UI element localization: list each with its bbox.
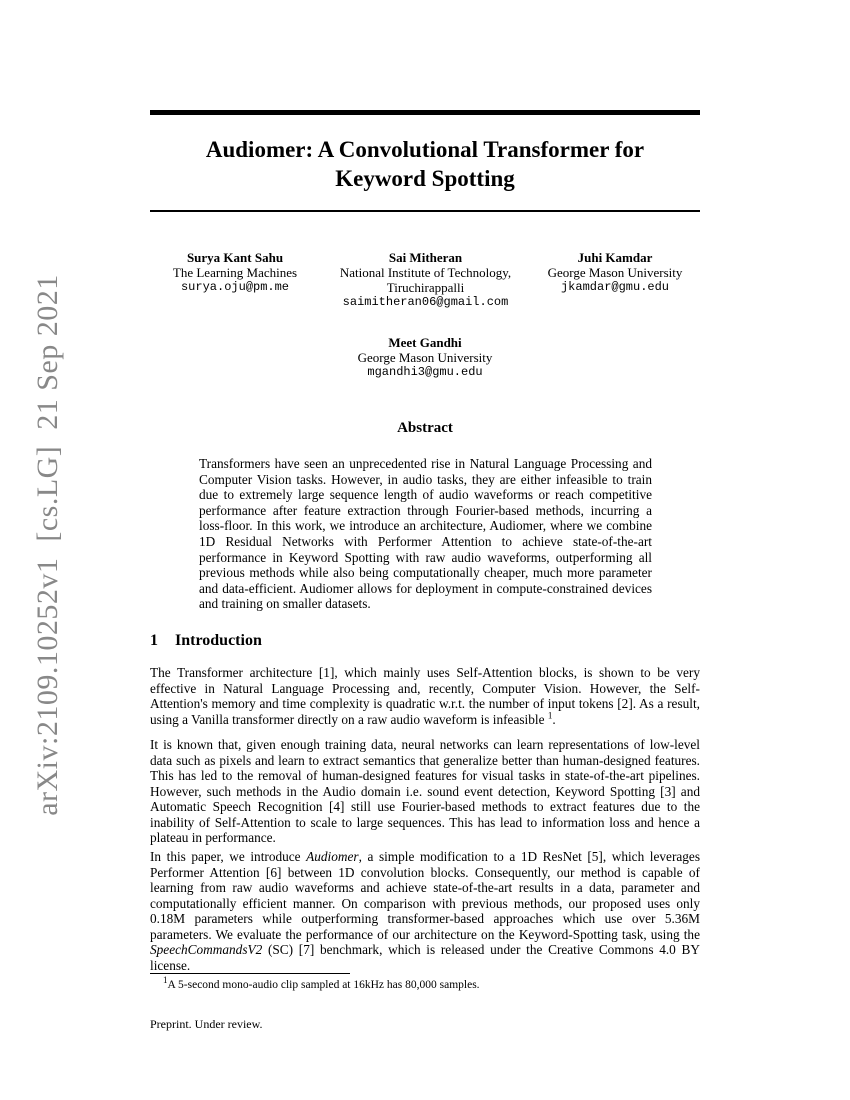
author-name: Sai Mitheran xyxy=(388,250,463,265)
abstract-text: Transformers have seen an unprecedented rise in Natural Language Processing and Computer Vision tasks. However, in audio tasks, they are either infeasible to train due to extremely large sequence length of audio waveforms or reach competitive performance after feature extraction through Fourier-based methods, incurring a loss-floor. In this work, we introduce an architecture, Audiomer, where we combine 1D Residual Networks with Performer Attention to achieve state-of-the-art performance in Keyword Spotting with raw audio waveforms, outperforming all previous methods while also being computationally cheaper, much more parameter and data-efficient. Audiomer allows for deployment in compute-constrained devices and training on smaller datasets. xyxy=(199,456,652,612)
page-footer: Preprint. Under review. xyxy=(150,1017,263,1031)
section-heading xyxy=(150,632,262,650)
footnote-number: 1 xyxy=(163,975,168,986)
author-email[interactable]: jkamdar@gmu.edu xyxy=(560,280,670,294)
author-name: Meet Gandhi xyxy=(388,335,462,350)
author-email[interactable]: mgandhi3@gmu.edu xyxy=(367,365,483,379)
author-email[interactable]: saimitheran06@gmail.com xyxy=(342,295,509,309)
title-line-1: Audiomer: A Convolutional Transformer for xyxy=(205,137,645,162)
author-affiliation: The Learning Machines xyxy=(172,265,298,280)
author-block xyxy=(318,250,533,310)
paragraph-text: (SC) [7] benchmark, which is released under the Creative Commons 4.0 BY license. xyxy=(150,942,700,973)
author-block xyxy=(160,250,310,295)
author-affiliation: National Institute of Technology, xyxy=(339,265,512,280)
author-block xyxy=(535,250,695,295)
author-affiliation-line2: Tiruchirappalli xyxy=(386,280,465,295)
arxiv-category: [cs.LG] xyxy=(31,445,64,542)
title-line-2: Keyword Spotting xyxy=(335,166,515,191)
author-block xyxy=(330,335,520,380)
arxiv-date: 21 Sep 2021 xyxy=(31,274,64,430)
paragraph-end: . xyxy=(552,711,556,727)
section-title: Introduction xyxy=(175,632,262,649)
abstract-heading: Abstract xyxy=(397,420,453,436)
title-bottom-rule xyxy=(150,210,700,212)
footnote xyxy=(163,975,480,992)
paragraph-text: The Transformer architecture [1], which mainly uses Self-Attention blocks, is shown to be very effective in Natural Language Processing and, recently, Computer Vision. However, the Self-Attention's memory and time complexity is quadratic w.r.t. the number of input tokens [2]. As a result, using a Vanilla transformer directly on a raw audio waveform is infeasible xyxy=(150,665,700,727)
author-email[interactable]: surya.oju@pm.me xyxy=(180,280,290,294)
paragraph-text: In this paper, we introduce xyxy=(150,849,307,864)
author-name: Surya Kant Sahu xyxy=(186,250,284,265)
intro-paragraph-2: It is known that, given enough training data, neural networks can learn representations of low-level data such as pixels and learn to extract semantics that generalize better than human-designed features. This has led to the removal of human-designed features for visual tasks in state-of-the-art pipelines. However, such methods in the Audio domain i.e. sound event detection, Keyword Spotting [3] and Automatic Speech Recognition [4] still use Fourier-based methods to extract features due to the inability of Self-Attention to scale to large sequences. This has lead to information loss and hence a plateau in performance. xyxy=(150,737,700,845)
author-affiliation: George Mason University xyxy=(357,350,493,365)
emphasis-audiomer: Audiomer xyxy=(306,849,359,864)
title-top-rule xyxy=(150,110,700,115)
emphasis-dataset: SpeechCommandsV2 xyxy=(150,942,263,957)
paragraph-text: , a simple modification to a 1D ResNet [5], which leverages Performer Attention [6] between 1D convolution blocks. Consequently, our method is capable of learning from raw audio waveforms and achieve state-of-the-art results in a data, parameter and computationally efficient manner. On comparison with previous methods, our proposed uses only 0.18M parameters while outperforming transformer-based approaches which use over 5.36M parameters. We evaluate the performance of our architecture on the Keyword-Spotting task, using the xyxy=(150,849,700,942)
footnote-text: A 5-second mono-audio clip sampled at 16kHz has 80,000 samples. xyxy=(167,979,480,991)
footnote-marker[interactable]: 1 xyxy=(547,710,553,721)
arxiv-sidebar-stamp xyxy=(31,270,65,820)
paper-title xyxy=(150,135,700,193)
section-number: 1 xyxy=(150,632,158,649)
author-affiliation: George Mason University xyxy=(547,265,683,280)
arxiv-id: arXiv:2109.10252v1 xyxy=(31,557,64,816)
footnote-rule xyxy=(150,973,350,974)
intro-paragraph-1 xyxy=(150,665,700,727)
author-name: Juhi Kamdar xyxy=(577,250,653,265)
intro-paragraph-3 xyxy=(150,849,700,973)
